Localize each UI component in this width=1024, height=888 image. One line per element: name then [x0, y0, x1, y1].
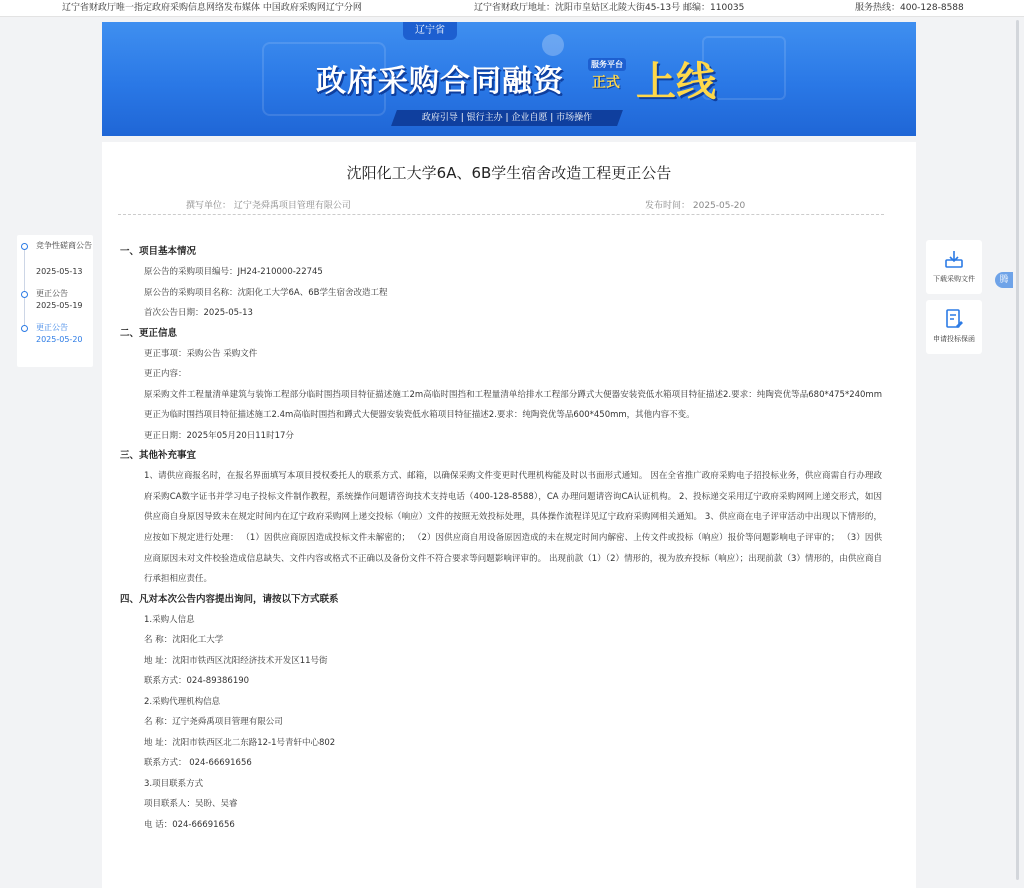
section-heading: 三、其他补充事宜 — [120, 450, 197, 462]
content-line: 原公告的采购项目名称：沈阳化工大学6A、6B学生宿舍改造工程 — [144, 287, 388, 298]
scrollbar[interactable] — [1016, 20, 1019, 880]
content-line: 2.采购代理机构信息 — [144, 696, 221, 707]
banner-slogan-text: 政府引导 | 银行主办 | 企业自愿 | 市场操作 — [421, 113, 593, 123]
content-line: 电 话：024-66691656 — [144, 819, 235, 830]
timeline-item-date: 2025-05-20 — [36, 335, 83, 344]
content-line: 原公告的采购项目编号：JH24-210000-22745 — [144, 267, 323, 277]
shield-icon — [542, 34, 564, 56]
download-label: 下载采购文件 — [933, 275, 975, 283]
timeline-dot-icon — [21, 325, 28, 332]
timeline-item-date: 2025-05-19 — [36, 301, 83, 310]
content-line: 更正内容： — [144, 369, 187, 379]
section-heading: 四、凡对本次公告内容提出询问，请按以下方式联系 — [120, 593, 339, 605]
notice-author: 撰写单位： 辽宁尧舜禹项目管理有限公司 — [186, 201, 351, 211]
topbar-hotline-text: 服务热线：400-128-8588 — [855, 3, 964, 13]
content-line: 项目联系人：吴盼、吴睿 — [144, 799, 238, 810]
content-line: 3.项目联系方式 — [144, 778, 204, 789]
section-heading: 二、更正信息 — [120, 327, 178, 339]
download-procurement-file-button[interactable] — [926, 240, 982, 294]
download-icon — [943, 248, 965, 270]
notice-card — [102, 142, 916, 888]
notice-publish-date: 发布时间： 2025-05-20 — [645, 201, 746, 211]
timeline-item-name: 更正公告 — [36, 289, 68, 298]
apply-bid-guarantee-button[interactable] — [926, 300, 982, 354]
content-line: 地 址：沈阳市铁西区北二东路12-1号青轩中心802 — [144, 737, 336, 748]
timeline-item-name: 竞争性磋商公告 — [36, 241, 92, 250]
timeline-item-date: 2025-05-13 — [36, 267, 83, 276]
content-line: 联系方式： 024-66691656 — [144, 758, 252, 769]
content-line: 首次公告日期：2025-05-13 — [144, 308, 253, 318]
content-line: 更正事项：采购公告 采购文件 — [144, 348, 258, 359]
banner-launch-text: 上线 — [636, 59, 716, 105]
topbar-media-text: 辽宁省财政厅唯一指定政府采购信息网络发布媒体 中国政府采购网辽宁分网 — [62, 3, 362, 13]
content-line: 联系方式：024-89386190 — [144, 676, 250, 687]
notice-content — [120, 242, 882, 835]
timeline-line — [24, 247, 25, 331]
content-line: 地 址：沈阳市铁西区沈阳经济技术开发区11号街 — [144, 655, 328, 666]
content-paragraph: 原采购文件工程量清单建筑与装饰工程部分临时围挡项目特征描述施工2m高临时围挡和工程量清单给排水工程部分蹲式大便器安装瓷低水箱项目特征描述2.要求：纯陶瓷优等品680*475*240mm更正为临时围挡项目特征描述施工2.4m高临时围挡和蹲式大便器安装瓷低水箱项目特征描述2.要求：纯陶瓷优等品600*450mm，其他内容不变。 — [144, 389, 882, 421]
content-line: 1.采购人信息 — [144, 614, 195, 625]
side-float-tab[interactable]: 腾 — [995, 272, 1013, 288]
banner-slogan — [391, 110, 623, 126]
apply-label: 申请投标保函 — [933, 335, 975, 343]
content-line: 名 称：辽宁尧舜禹项目管理有限公司 — [144, 717, 283, 728]
timeline-dot-icon — [21, 243, 28, 250]
banner-badge-top: 服务平台 — [588, 58, 626, 71]
timeline-dot-icon — [21, 291, 28, 298]
divider — [118, 214, 884, 215]
topbar-address-text: 辽宁省财政厅地址：沈阳市皇姑区北陵大街45-13号 邮编：110035 — [474, 3, 745, 13]
promo-banner[interactable] — [102, 22, 916, 136]
banner-province-tag: 辽宁省 — [403, 22, 457, 40]
content-line: 名 称：沈阳化工大学 — [144, 635, 224, 646]
content-paragraph: 1、请供应商报名时，在报名界面填写本项目授权委托人的联系方式、邮箱，以确保采购文件变更时代理机构能及时以书面形式通知。 因在全省推广政府采购电子招投标业务，供应商需自行办理政府采购CA数字证书并学习电子投标文件制作教程，系统操作问题请咨询技术支持电话（400-128-8588），CA 办理问题请咨询CA认证机构。 2、投标递交采用辽宁政府采购网网上递交形式，如因供应商自身原因导致未在规定时间内在辽宁政府采购网上递交投标（响应）文件的按照无效投标处理，具体操作流程详见辽宁政府采购网相关通知。 3、供应商在电子评审活动中出现以下情形的，应按如下规定进行处理： （1）因供应商原因造成投标文件未解密的； （2）因供应商自用设备原因造成的未在规定时间内解密、上传文件或投标（响应）报价等问题影响电子评审的； （3）因供应商原因未对文件校验造成信息缺失、文件内容或格式不正确以及备份文件不符合要求等问题影响评审的。 出现前款（1）（2）情形的，视为放弃投标（响应）；出现前款（3）情形的，由供应商自行承担相应责任。 — [144, 471, 882, 585]
section-heading: 一、项目基本情况 — [120, 246, 197, 257]
banner-headline: 政府采购合同融资 — [316, 64, 564, 99]
banner-badge — [588, 58, 636, 92]
notice-timeline — [17, 235, 93, 367]
banner-badge-bottom: 正式 — [592, 75, 620, 91]
document-edit-icon — [943, 308, 965, 330]
timeline-item-name: 更正公告 — [36, 323, 68, 332]
notice-title: 沈阳化工大学6A、6B学生宿舍改造工程更正公告 — [346, 164, 672, 182]
top-info-bar — [0, 0, 1024, 17]
content-line: 更正日期：2025年05月20日11时17分 — [144, 430, 294, 441]
